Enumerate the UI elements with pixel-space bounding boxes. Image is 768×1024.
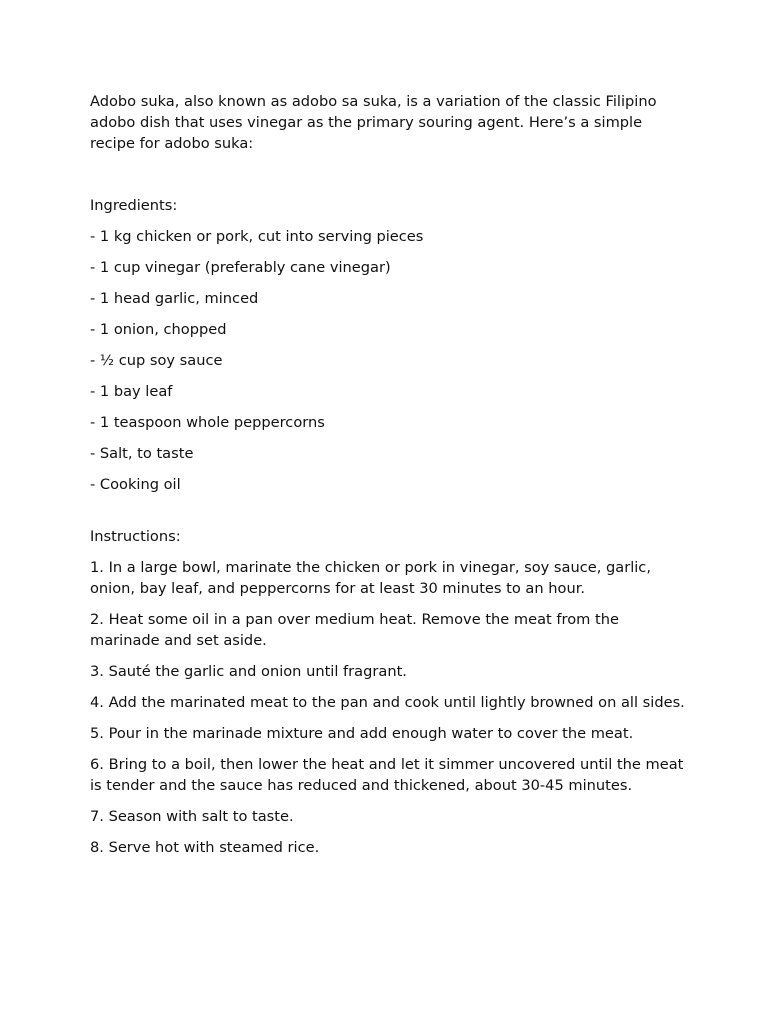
ingredient-item: - 1 cup vinegar (preferably cane vinegar) <box>90 259 391 276</box>
ingredient-item: - 1 bay leaf <box>90 383 173 400</box>
document-page <box>90 91 690 868</box>
intro-paragraph: Adobo suka, also known as adobo sa suka, is a variation of the classic Filipino adobo dish that uses vinegar as the primary souring agent. Here’s a simple recipe for adobo suka: <box>90 93 657 152</box>
ingredient-item: - 1 onion, chopped <box>90 321 227 338</box>
instructions-heading: Instructions: <box>90 528 181 545</box>
ingredient-item: - Cooking oil <box>90 476 181 493</box>
ingredient-item: - ½ cup soy sauce <box>90 352 223 369</box>
ingredient-item: - 1 head garlic, minced <box>90 290 259 307</box>
ingredients-list <box>90 226 690 495</box>
instruction-step: 7. Season with salt to taste. <box>90 808 294 825</box>
instruction-step: 2. Heat some oil in a pan over medium heat. Remove the meat from the marinade and set aside. <box>90 611 619 649</box>
ingredient-item: - Salt, to taste <box>90 445 194 462</box>
instructions-list <box>90 557 690 858</box>
instruction-step: 8. Serve hot with steamed rice. <box>90 839 320 856</box>
instruction-step: 6. Bring to a boil, then lower the heat and let it simmer uncovered until the meat is tender and the sauce has reduced and thickened, about 30-45 minutes. <box>90 756 684 794</box>
ingredient-item: - 1 kg chicken or pork, cut into serving pieces <box>90 228 424 245</box>
instruction-step: 4. Add the marinated meat to the pan and cook until lightly browned on all sides. <box>90 694 685 711</box>
ingredients-heading: Ingredients: <box>90 197 178 214</box>
instruction-step: 1. In a large bowl, marinate the chicken or pork in vinegar, soy sauce, garlic, onion, bay leaf, and peppercorns for at least 30 minutes to an hour. <box>90 559 651 597</box>
instruction-step: 5. Pour in the marinade mixture and add enough water to cover the meat. <box>90 725 634 742</box>
ingredient-item: - 1 teaspoon whole peppercorns <box>90 414 325 431</box>
instruction-step: 3. Sauté the garlic and onion until fragrant. <box>90 663 407 680</box>
